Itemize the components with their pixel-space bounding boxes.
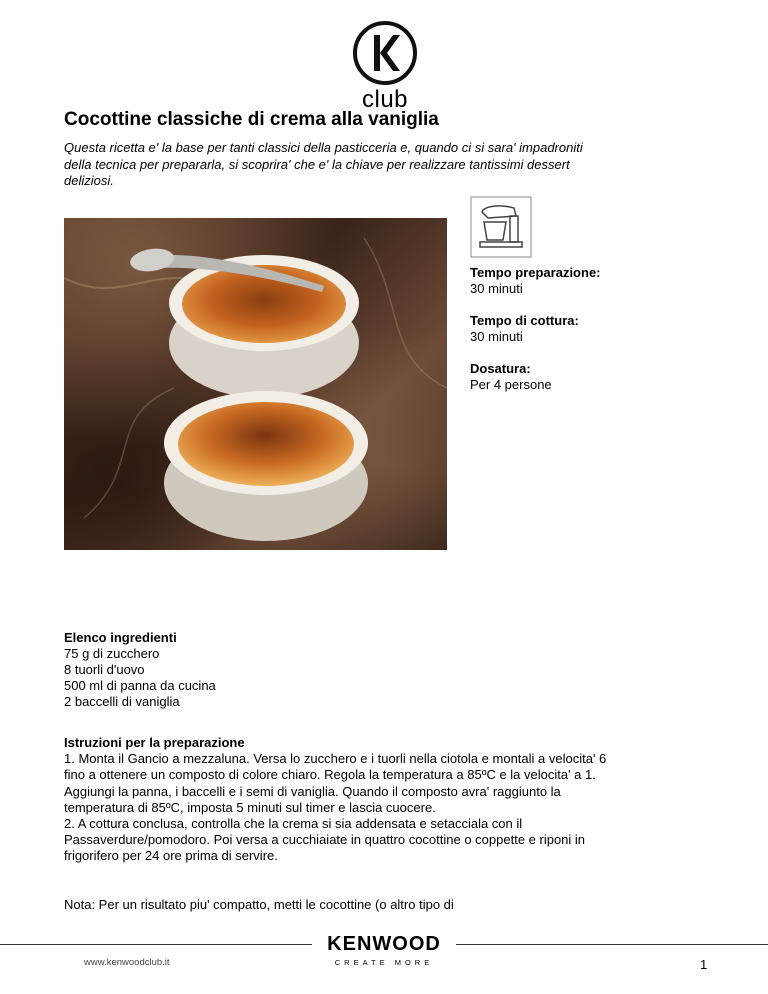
list-item: 500 ml di panna da cucina (64, 678, 216, 693)
ingredients-section (64, 630, 664, 710)
page-number: 1 (700, 957, 708, 972)
prep-time-label: Tempo preparazione: (470, 265, 601, 280)
instructions-section (64, 735, 624, 865)
brand-tagline: CREATE MORE (334, 958, 434, 967)
recipe-photo (64, 218, 447, 550)
footer-divider-right (456, 944, 768, 945)
cook-time (470, 313, 710, 345)
list-item: 8 tuorli d'uovo (64, 662, 145, 677)
brand-name: KENWOOD (327, 933, 441, 955)
stand-mixer-icon (470, 196, 532, 258)
cook-time-label: Tempo di cottura: (470, 313, 579, 328)
instructions-title: Istruzioni per la preparazione (64, 735, 245, 750)
list-item: 2 baccelli di vaniglia (64, 694, 180, 709)
list-item: 75 g di zucchero (64, 646, 160, 661)
recipe-info (470, 265, 710, 409)
prep-time-value: 30 minuti (470, 281, 523, 296)
prep-time (470, 265, 710, 297)
recipe-intro: Questa ricetta e' la base per tanti classici della pasticceria e, quando ci si sara' impadroniti della tecnica per prepararla, si scoprira' che e' la chiave per realizzare tantissimi dessert deliziosi. (64, 140, 583, 188)
instruction-step: 2. A cottura conclusa, controlla che la crema si sia addensata e setacciala con il Passaverdure/pomodoro. Poi versa a cucchiaiate in quattro cocottine o coppette e riponi in frigorifero per 24 ore prima di servire. (64, 816, 586, 864)
creme-brulee-image (64, 218, 447, 550)
cook-time-value: 30 minuti (470, 329, 523, 344)
ingredients-list (64, 646, 664, 710)
footer-url-link[interactable]: www.kenwoodclub.it (84, 957, 170, 968)
instruction-step: 1. Monta il Gancio a mezzaluna. Versa lo zucchero e i tuorli nella ciotola e montali a velocita' 6 fino a ottenere un composto di colore chiaro. Regola la temperatura a 85ºC e la velocita' a 1. Aggiungi la panna, i baccelli e i semi di vaniglia. Quando il composto avra' raggiunto la temperatura di 85ºC, imposta 5 minuti sul timer e lascia cuocere. (64, 751, 607, 815)
servings-value: Per 4 persone (470, 377, 552, 392)
ingredients-title: Elenco ingredienti (64, 630, 177, 645)
servings-label: Dosatura: (470, 361, 531, 376)
k-logo-icon (352, 20, 418, 86)
recipe-note: Nota: Per un risultato piu' compatto, metti le cocottine (o altro tipo di (64, 897, 454, 912)
kenwood-logo (312, 933, 456, 967)
logo-text: club (361, 86, 409, 113)
recipe-title: Cocottine classiche di crema alla vaniglia (64, 109, 439, 130)
servings (470, 361, 710, 393)
footer-divider-left (0, 944, 312, 945)
kclub-logo (350, 20, 420, 112)
